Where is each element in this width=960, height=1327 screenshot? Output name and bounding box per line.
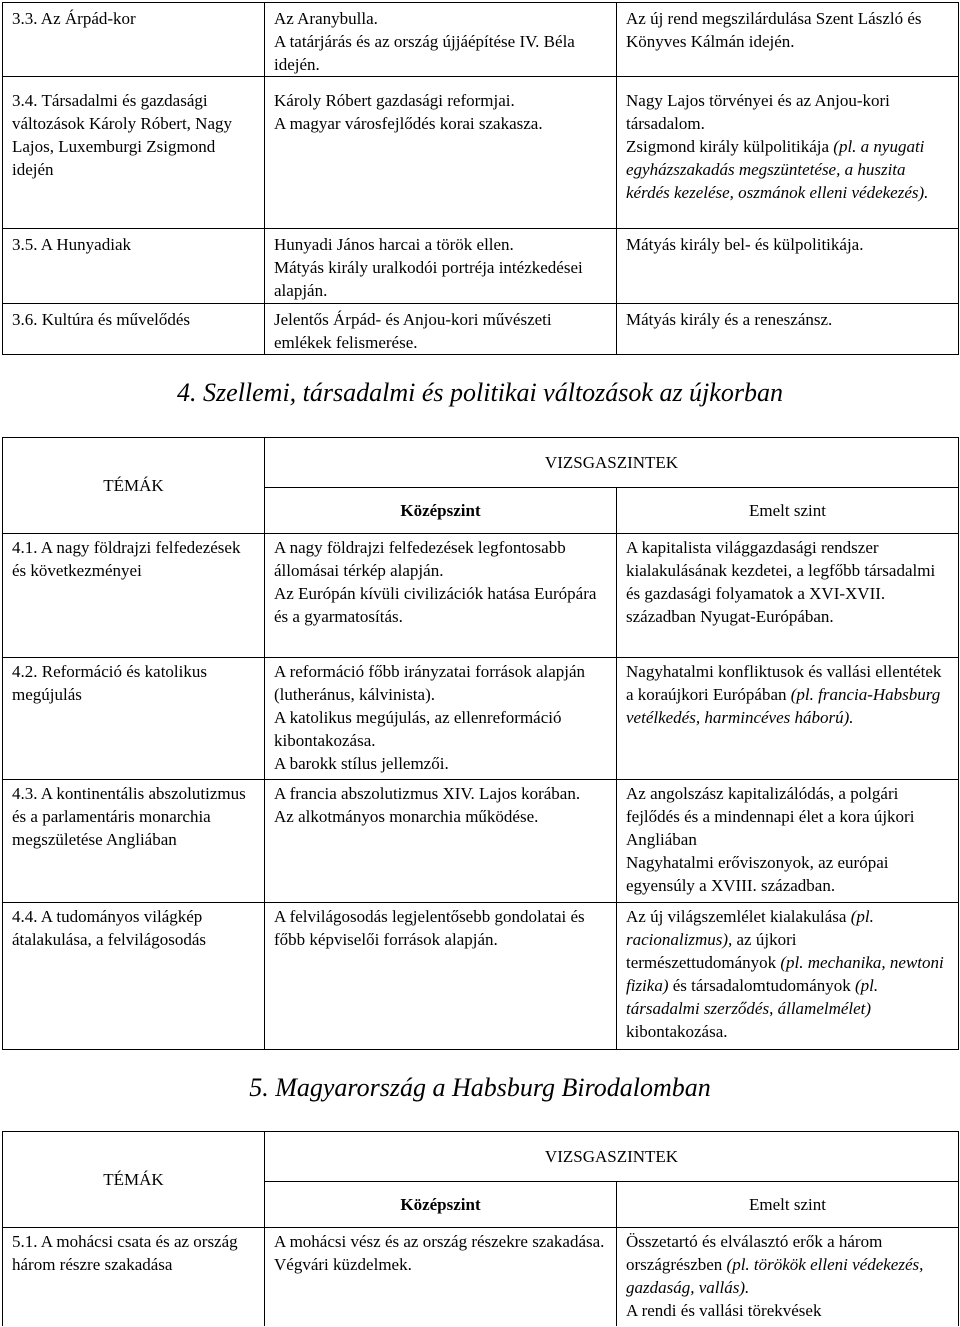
adv-level-text: A rendi és vallási törekvések (626, 1301, 822, 1320)
adv-level-text: kibontakozása. (626, 1022, 728, 1041)
mid-level-text: Mátyás király uralkodói portréja intézkedései alapján. (274, 258, 583, 300)
adv-level-text: Nagy Lajos törvényei és az Anjou-kori társadalom. (626, 91, 890, 133)
section4-table (2, 437, 959, 1050)
mid-level-text: Az Aranybulla. (274, 9, 378, 28)
table-row (3, 658, 959, 780)
mid-level-text: A barokk stílus jellemzői. (274, 754, 449, 773)
adv-level-italic: (pl. racionalizmus), (626, 907, 874, 949)
header-row (3, 438, 959, 488)
adv-level-italic: (pl. törökök elleni védekezés, gazdaság, vallás). (626, 1255, 924, 1297)
topic-label: 3.5. A Hunyadiak (12, 235, 131, 254)
adv-level-italic: (pl. mechanika, newtoni fizika) (626, 953, 944, 995)
header-row (3, 1132, 959, 1182)
section4-title: 4. Szellemi, társadalmi és politikai változások az újkorban (177, 378, 783, 407)
mid-level-text: A mohácsi vész és az ország részekre szakadása. (274, 1232, 605, 1251)
exam-levels-header: VIZSGASZINTEK (265, 1132, 959, 1182)
adv-level-text: Az angolszász kapitalizálódás, a polgári fejlődés és a mindennapi élet a kora újkori Angliában (626, 784, 915, 849)
mid-level-text: A francia abszolutizmus XIV. Lajos korában. (274, 784, 581, 803)
topic-label: 4.3. A kontinentális abszolutizmus és a parlamentáris monarchia megszületése Angliában (12, 784, 246, 849)
mid-level-text: A felvilágosodás legjelentősebb gondolatai és főbb képviselői források alapján. (274, 907, 585, 949)
adv-level-italic: (pl. francia-Habsburg vetélkedés, harmincéves háború). (626, 685, 941, 727)
topic-label: 3.6. Kultúra és művelődés (12, 310, 190, 329)
mid-level-text: A tatárjárás és az ország újjáépítése IV. Béla idején. (274, 32, 575, 74)
topic-label: 3.3. Az Árpád-kor (12, 9, 136, 28)
mid-level-text: A nagy földrajzi felfedezések legfontosabb állomásai térkép alapján. (274, 538, 566, 580)
adv-level-text: az újkori természettudományok (626, 930, 797, 972)
adv-level-italic: (pl. a nyugati egyházszakadás megszüntetése, a huszita kérdés kezelése, oszmánok elleni védekezés). (626, 137, 929, 202)
table-row (3, 1228, 959, 1326)
adv-level-text: Az új világszemlélet kialakulása (626, 907, 851, 926)
adv-level-text: A kapitalista világgazdasági rendszer kialakulásának kezdetei, a legfőbb társadalmi és gazdasági folyamatok a XVI-XVII. században Nyugat-Európában. (626, 538, 936, 626)
mid-level-text: Az alkotmányos monarchia működése. (274, 807, 539, 826)
adv-level-text: Nagyhatalmi konfliktusok és vallási ellentétek a koraújkori Európában (626, 662, 942, 704)
table-row (3, 304, 959, 355)
mid-level-text: A reformáció főbb irányzatai források alapján (lutheránus, kálvinista). (274, 662, 586, 704)
mid-level-text: Hunyadi János harcai a török ellen. (274, 235, 514, 254)
mid-level-header: Középszint (265, 1182, 617, 1228)
exam-levels-header: VIZSGASZINTEK (265, 438, 959, 488)
adv-level-text: Mátyás király bel- és külpolitikája. (626, 235, 864, 254)
section3-table (2, 2, 959, 355)
adv-level-italic: (pl. társadalmi szerződés, államelmélet) (626, 976, 879, 1018)
table-row (3, 229, 959, 304)
adv-level-text: Mátyás király és a reneszánsz. (626, 310, 833, 329)
table-row (3, 3, 959, 77)
mid-level-header: Középszint (265, 488, 617, 534)
mid-level-text: Károly Róbert gazdasági reformjai. (274, 91, 515, 110)
topic-label: 4.2. Reformáció és katolikus megújulás (12, 662, 207, 704)
topic-label: 4.1. A nagy földrajzi felfedezések és következményei (12, 538, 241, 580)
adv-level-text: Nagyhatalmi erőviszonyok, az európai egyensúly a XVIII. században. (626, 853, 889, 895)
adv-level-text: Zsigmond király külpolitikája (626, 137, 830, 156)
table-row (3, 534, 959, 658)
mid-level-text: Jelentős Árpád- és Anjou-kori művészeti emlékek felismerése. (274, 310, 552, 352)
adv-level-text: Összetartó és elválasztó erők a három országrészben (626, 1232, 883, 1274)
mid-level-text: Végvári küzdelmek. (274, 1255, 412, 1274)
mid-level-text: A magyar városfejlődés korai szakasza. (274, 114, 543, 133)
adv-level-text: és társadalomtudományok (668, 976, 855, 995)
table-row (3, 77, 959, 229)
adv-level-text: Az új rend megszilárdulása Szent László és Könyves Kálmán idején. (626, 9, 922, 51)
section5-table (2, 1131, 959, 1326)
section5-title: 5. Magyarország a Habsburg Birodalomban (249, 1073, 711, 1102)
mid-level-text: A katolikus megújulás, az ellenreformáció kibontakozása. (274, 708, 562, 750)
topic-label: 5.1. A mohácsi csata és az ország három részre szakadása (12, 1232, 238, 1274)
topic-label: 4.4. A tudományos világkép átalakulása, a felvilágosodás (12, 907, 207, 949)
topics-header: TÉMÁK (3, 438, 265, 534)
mid-level-text: Az Európán kívüli civilizációk hatása Európára és a gyarmatosítás. (274, 584, 597, 626)
adv-level-header: Emelt szint (617, 1182, 959, 1228)
adv-level-header: Emelt szint (617, 488, 959, 534)
table-row (3, 903, 959, 1050)
table-row (3, 780, 959, 903)
topics-header: TÉMÁK (3, 1132, 265, 1228)
topic-label: 3.4. Társadalmi és gazdasági változások Károly Róbert, Nagy Lajos, Luxemburgi Zsigmond idején (12, 91, 232, 179)
